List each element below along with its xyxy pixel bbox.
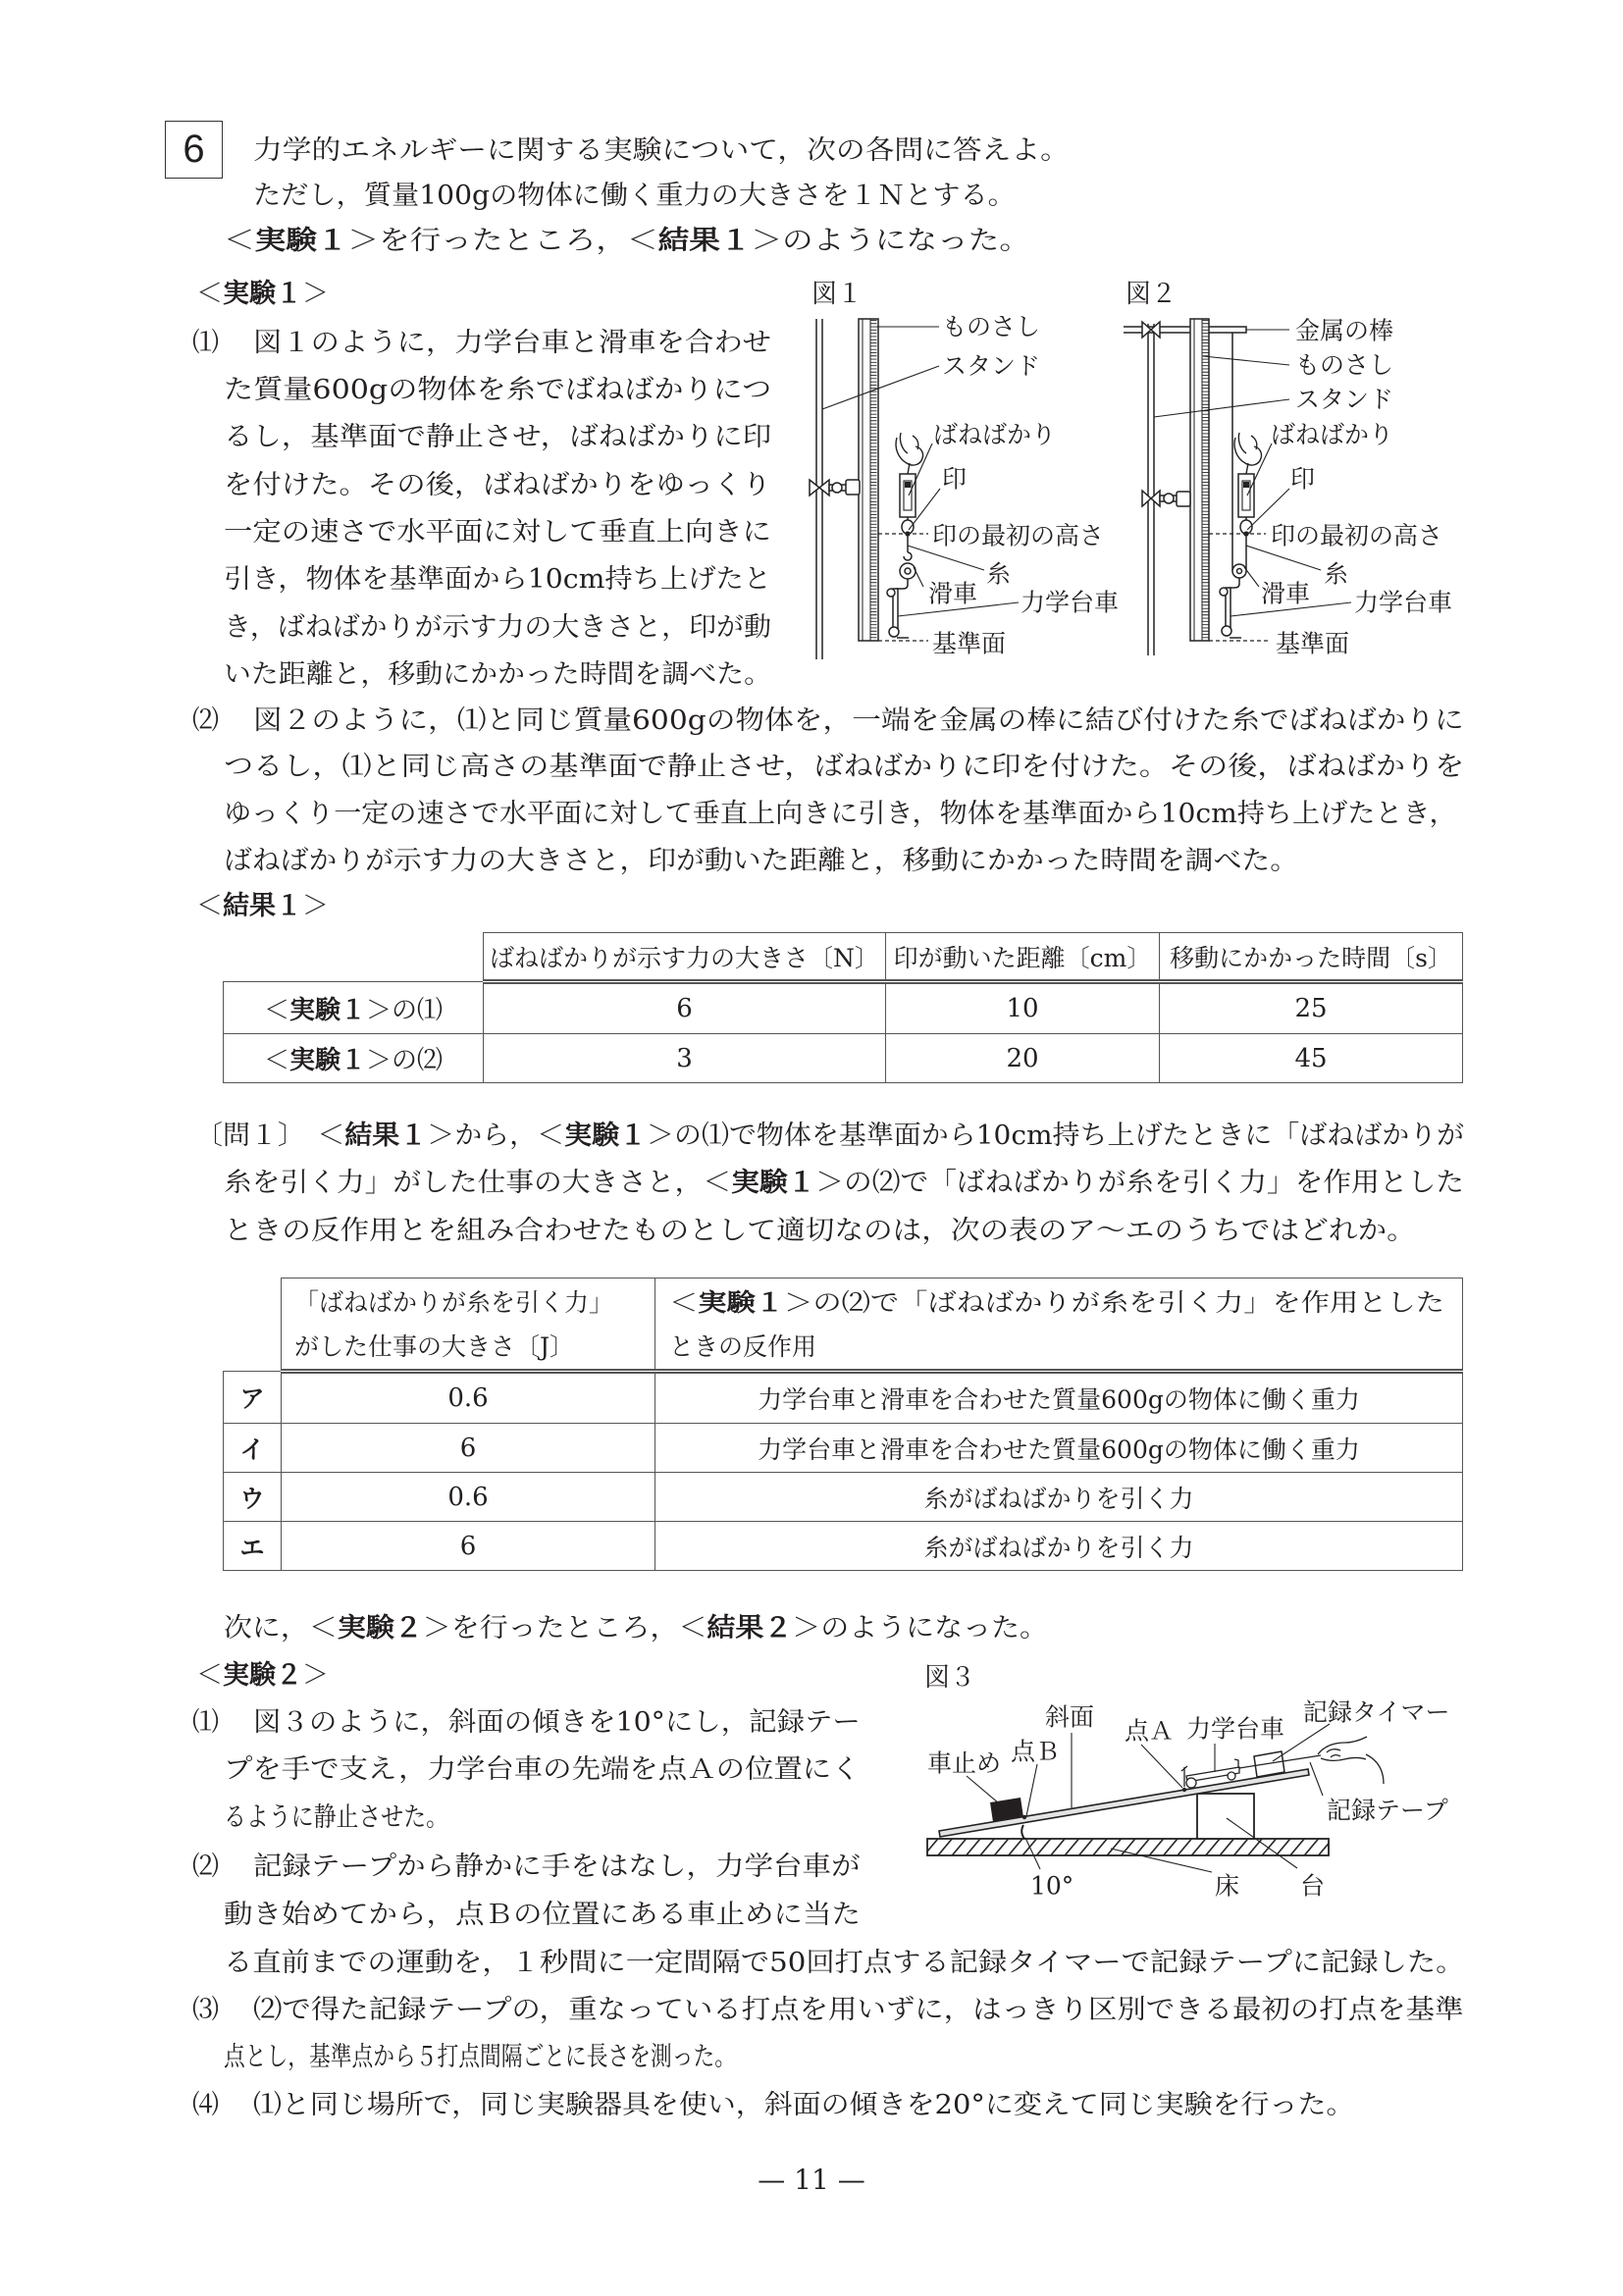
choice-work: 6	[282, 1424, 655, 1473]
label-recording-tape: 記録テープ	[1327, 1796, 1448, 1825]
label-point-b: 点Ｂ	[1011, 1737, 1061, 1766]
heading-text: 結果１	[223, 891, 302, 921]
hand-icon	[896, 433, 923, 474]
figure-2-title: 図２	[1126, 280, 1178, 309]
label-angle: 10°	[1030, 1871, 1074, 1901]
stand	[1148, 324, 1154, 655]
ruler	[1190, 319, 1209, 641]
choice-reaction	[655, 1473, 1463, 1522]
result-ref: 結果１	[344, 1121, 428, 1151]
cart-rear-post	[1234, 1759, 1238, 1768]
choice-reaction-text: 糸がばねばかりを引く力	[923, 1484, 1194, 1513]
column-header	[484, 933, 886, 982]
column-header	[886, 933, 1160, 982]
label-string: 糸	[1324, 559, 1349, 589]
text-segment: ＞を行ったところ，＜	[422, 1613, 707, 1644]
spring-scale-indicator	[905, 482, 911, 488]
leader-line	[1154, 399, 1289, 417]
figure-2	[1124, 280, 1452, 658]
header-line	[669, 1280, 1444, 1325]
experiment-1-step-2-line: つるし，⑴と同じ高さの基準面で静止させ，ばねばかりに印を付けた。その後，ばねばかりを	[224, 752, 1465, 782]
text-segment: ＜	[317, 1121, 345, 1151]
label-mark-initial-height: 印の最初の高さ	[1271, 521, 1443, 550]
text-segment: ＞の⑵で「ばねばかりが糸を引く力」を作用とした	[815, 1168, 1465, 1198]
result-1-heading	[196, 890, 329, 923]
figure-2-labels	[1261, 317, 1452, 658]
experiment-1-step-1-line: 図１のように，力学台車と滑車を合わせ	[253, 328, 771, 358]
experiment-1-step-1-line: 引き，物体を基準面から10cm持ち上げたと	[224, 564, 771, 595]
leader-line	[914, 567, 923, 587]
pulley	[900, 563, 916, 579]
intro-line: ただし，質量100gの物体に働く重力の大きさを１Ｎとする。	[253, 181, 1016, 211]
column-header	[1160, 933, 1463, 982]
label-ruler: ものさし	[1295, 350, 1394, 380]
text-segment: ＞のようになった。	[792, 1613, 1049, 1644]
label-metal-rod: 金属の棒	[1295, 316, 1394, 345]
result-ref: 結果２	[707, 1613, 793, 1644]
text-segment: ときの反作用とを組み合わせたものとして適切なのは，次の表のア～エのうちではどれか。	[224, 1216, 1416, 1246]
step-marker: ⑴	[192, 328, 219, 358]
cart-wheel	[887, 589, 895, 597]
experiment-1-step-1-line: を付けた。その後，ばねばかりをゆっくり	[224, 470, 771, 500]
rod-clamp	[1142, 322, 1160, 338]
text-segment: ＞を行ったところ，＜	[347, 226, 658, 256]
choice-key: ウ	[224, 1473, 282, 1522]
spring-scale-indicator	[1243, 482, 1249, 488]
figure-3-title: 図３	[924, 1663, 976, 1693]
cart	[1220, 588, 1241, 638]
text-segment: ＜	[263, 995, 289, 1025]
choice-reaction	[655, 1522, 1463, 1571]
label-ruler: ものさし	[942, 312, 1041, 341]
choice-reaction-text: 糸がばねばかりを引く力	[923, 1533, 1194, 1562]
cell-time: 45	[1160, 1034, 1463, 1083]
header-line-wrap	[669, 1280, 1462, 1325]
experiment-2-step-2-line: 記録テープから静かに手をはなし，力学台車が	[253, 1852, 861, 1882]
step-marker: ⑴	[192, 1707, 219, 1738]
bracket: ＜	[196, 891, 223, 921]
experiment-2-step-4-line: ⑴と同じ場所で，同じ実験器具を使い，斜面の傾きを20°に変えて同じ実験を行った。	[253, 2090, 1355, 2120]
leader-line	[1310, 1762, 1323, 1796]
pulley	[1232, 564, 1246, 578]
header-line: ときの反作用	[669, 1332, 817, 1361]
row-label-text	[264, 1040, 443, 1076]
text-segment: ＞の⑴で物体を基準面から10cm持ち上げたときに「ばねばかりが	[647, 1121, 1465, 1151]
experiment-ref: 実験１	[731, 1168, 816, 1198]
experiment-1-step-2-line: 図２のように，⑴と同じ質量600gの物体を，一端を金属の棒に結び付けた糸でばねばかりに	[253, 705, 1464, 736]
heading-text: 実験２	[223, 1660, 302, 1691]
heading-text: 実験１	[223, 279, 302, 309]
cell-force: 3	[484, 1034, 886, 1083]
hand-icon	[1234, 433, 1262, 474]
label-reference-plane: 基準面	[932, 629, 1007, 658]
bracket: ＞	[302, 1660, 329, 1691]
label-car-stop: 車止め	[927, 1748, 1002, 1778]
label-cart: 力学台車	[1021, 588, 1120, 617]
answer-choices-table	[223, 1278, 1463, 1571]
experiment-1-heading	[196, 278, 329, 311]
figure-1-title: 図１	[812, 280, 864, 309]
experiment-2-heading	[196, 1659, 329, 1693]
cart-wheel	[889, 627, 899, 637]
pulley-hook	[904, 552, 912, 560]
choice-work: 0.6	[282, 1372, 655, 1424]
step-marker: ⑷	[192, 2090, 219, 2120]
experiment-1-step-1-line: き，ばねばかりが示す力の大きさと，印が動	[224, 612, 771, 643]
experiment-1-step-2-line: ゆっくり一定の速さで水平面に対して垂直上向きに引き，物体を基準面から10cm持ち上げたとき，	[224, 799, 1457, 829]
label-cart: 力学台車	[1354, 588, 1453, 617]
experiment-2-step-1-line: 図３のように，斜面の傾きを10°にし，記録テー	[253, 1707, 861, 1738]
table-header-row	[224, 933, 1463, 982]
text-segment: ＜	[669, 1288, 699, 1317]
leader-line	[967, 1776, 999, 1803]
label-mark-initial-height: 印の最初の高さ	[932, 521, 1105, 550]
experiment-1-step-1-line: るし，基準面で静止させ，ばねばかりに印	[224, 422, 772, 452]
label-spring-scale: ばねばかり	[933, 420, 1057, 449]
experiment-ref: 実験１	[288, 995, 366, 1025]
text-segment: ＜	[224, 226, 255, 256]
page-number: — 11 —	[758, 2164, 865, 2196]
label-floor: 床	[1215, 1871, 1240, 1901]
step-marker: ⑵	[192, 705, 219, 736]
cart-wheel	[1186, 1778, 1196, 1788]
experiment-2-step-2-line: る直前までの運動を，１秒間に一定間隔で50回打点する記録タイマーで記録テープに記録した。	[224, 1948, 1465, 1978]
step-marker: ⑶	[192, 1995, 219, 2025]
lead-experiment-1	[224, 225, 1030, 258]
experiment-ref: 実験２	[337, 1613, 423, 1644]
label-mark: 印	[942, 464, 968, 494]
figure-3	[924, 1663, 1450, 1901]
step-marker: ⑵	[192, 1852, 219, 1882]
point-a-mark	[1182, 1788, 1186, 1792]
experiment-1-step-1-line: た質量600gの物体を糸でばねばかりにつ	[224, 375, 772, 405]
clamp-knob	[832, 483, 842, 493]
result-1-table	[223, 932, 1463, 1083]
experiment-ref: 実験１	[254, 226, 348, 256]
label-pulley: 滑車	[928, 579, 978, 608]
text-segment: ＞の⑵	[366, 1046, 444, 1075]
label-base: 台	[1300, 1871, 1326, 1901]
clamp-jaw	[1177, 492, 1190, 506]
cart-wheel	[1222, 626, 1231, 636]
cell-force: 6	[484, 982, 886, 1034]
leader-line	[822, 366, 939, 409]
cell-time: 25	[1160, 982, 1463, 1034]
label-point-a: 点Ａ	[1125, 1716, 1175, 1746]
choice-key: イ	[224, 1424, 282, 1473]
bracket: ＞	[302, 279, 329, 309]
choice-key: エ	[224, 1522, 282, 1571]
label-spring-scale: ばねばかり	[1271, 420, 1394, 449]
text-segment: 次に，＜	[224, 1613, 338, 1644]
header-line: がした仕事の大きさ〔J〕	[294, 1332, 575, 1361]
label-stand: スタンド	[1295, 385, 1394, 414]
bracket: ＜	[196, 1660, 223, 1691]
clamp-bowtie	[1142, 491, 1160, 506]
leader-line	[1247, 444, 1272, 496]
choice-row	[224, 1424, 1463, 1473]
question-1-line	[224, 1167, 1464, 1200]
intro-line: 力学的エネルギーに関する実験について，次の各問に答えよ。	[253, 135, 1070, 166]
table-corner-cell	[224, 933, 484, 982]
text-segment: ＜	[263, 1046, 289, 1075]
text-segment: 糸を引く力」がした仕事の大きさと，＜	[224, 1168, 732, 1198]
figure-1	[810, 280, 1119, 659]
pulley-wheel	[1232, 564, 1246, 578]
label-cart: 力学台車	[1186, 1714, 1285, 1744]
choice-reaction-text: 力学台車と滑車を合わせた質量600gの物体に働く重力	[758, 1385, 1360, 1414]
choice-row	[224, 1522, 1463, 1571]
leader-line	[1026, 1764, 1037, 1816]
row-label	[224, 1034, 484, 1083]
choice-key: ア	[224, 1372, 282, 1424]
label-recording-timer: 記録タイマー	[1303, 1697, 1450, 1727]
experiment-2-step-2-line: 動き始めてから，点Ｂの位置にある車止めに当た	[224, 1900, 862, 1930]
label-mark: 印	[1290, 464, 1316, 494]
figure-3-labels	[927, 1698, 1450, 1901]
label-reference-plane: 基準面	[1276, 629, 1350, 658]
experiment-ref: 実験１	[564, 1121, 648, 1151]
question-1-line	[224, 1215, 1416, 1248]
hand-icon	[1318, 1737, 1384, 1784]
pulley-link	[1229, 578, 1239, 588]
text-segment: ＞から，＜	[427, 1121, 565, 1151]
pulley-link	[896, 579, 908, 589]
choice-reaction-text: 力学台車と滑車を合わせた質量600gの物体に働く重力	[758, 1435, 1360, 1464]
clamp-knob	[1164, 494, 1174, 503]
row-label	[224, 982, 484, 1034]
label-slope: 斜面	[1045, 1702, 1095, 1732]
label-stand: スタンド	[942, 351, 1041, 381]
choice-work: 0.6	[282, 1473, 655, 1522]
column-header-reaction	[655, 1278, 1463, 1372]
header-line-wrap	[669, 1325, 1462, 1369]
choice-reaction	[655, 1424, 1463, 1473]
table-row	[224, 1034, 1463, 1083]
experiment-ref: 実験１	[698, 1288, 785, 1317]
cart-wheel	[1228, 1772, 1235, 1780]
leader-line	[1244, 567, 1259, 587]
cell-distance: 20	[886, 1034, 1160, 1083]
column-header-text: 移動にかかった時間〔s〕	[1170, 943, 1452, 972]
bracket: ＜	[196, 279, 223, 309]
cell-distance: 10	[886, 982, 1160, 1034]
leader-line	[1141, 1745, 1182, 1788]
cart	[887, 589, 909, 638]
choice-work: 6	[282, 1522, 655, 1571]
choice-row	[224, 1372, 1463, 1424]
clamp-jaw	[846, 480, 860, 495]
bracket: ＞	[302, 891, 329, 921]
text-segment: ＞のようになった。	[751, 226, 1030, 256]
column-header-work	[282, 1278, 655, 1372]
text-segment: ＞の⑴	[366, 995, 444, 1025]
experiment-2-step-1-line: るように静止させた。	[224, 1802, 448, 1833]
cart-wheel	[1220, 588, 1228, 596]
leader-line	[1203, 356, 1289, 365]
ruler	[859, 319, 878, 641]
figure-1-labels	[928, 313, 1119, 658]
table-header-row	[224, 1278, 1463, 1372]
header-line-wrap	[294, 1280, 654, 1325]
experiment-2-step-3-line: ⑵で得た記録テープの，重なっている打点を用いずに，はっきり区別できる最初の打点を基準	[253, 1995, 1464, 2025]
row-label-text	[264, 990, 443, 1026]
leader-line	[909, 444, 932, 496]
label-pulley: 滑車	[1261, 579, 1311, 608]
text-segment: ＞の⑵で「ばねばかりが糸を引く力」を作用とした	[784, 1288, 1445, 1317]
experiment-1-step-1-line: 一定の速さで水平面に対して垂直上向きに	[224, 517, 771, 548]
choice-reaction	[655, 1372, 1463, 1424]
point-b-mark	[1022, 1815, 1026, 1819]
choice-row	[224, 1473, 1463, 1522]
table-row	[224, 982, 1463, 1034]
stand-clamp	[1142, 491, 1190, 506]
angle-support	[1021, 1825, 1024, 1839]
experiment-1-step-1-line: いた距離と，移動にかかった時間を調べた。	[224, 659, 771, 690]
experiment-ref: 実験１	[288, 1046, 366, 1075]
label-string: 糸	[986, 559, 1012, 589]
experiment-2-step-1-line: プを手で支え，力学台車の先端を点Ａの位置にく	[224, 1754, 861, 1785]
table-corner-cell	[224, 1278, 282, 1372]
question-number-box: 6	[165, 121, 223, 179]
question-1-label: 〔問１〕	[195, 1121, 305, 1151]
recording-timer	[1254, 1751, 1284, 1777]
clamp-bowtie	[810, 480, 829, 496]
header-line: 「ばねばかりが糸を引く力」	[294, 1288, 614, 1317]
experiment-1-step-2-line: ばねばかりが示す力の大きさと，印が動いた距離と，移動にかかった時間を調べた。	[224, 846, 1299, 876]
pulley-wheel	[900, 563, 916, 579]
column-header-text: 印が動いた距離〔cm〕	[893, 943, 1152, 972]
header-line-wrap	[294, 1325, 654, 1369]
column-header-text: ばねばかりが示す力の大きさ〔N〕	[490, 943, 879, 972]
lead-experiment-2	[224, 1612, 1048, 1645]
question-1-line	[195, 1120, 1464, 1153]
experiment-2-step-3-line: 点とし，基準点から５打点間隔ごとに長さを測った。	[224, 2042, 737, 2072]
result-ref: 結果１	[657, 226, 752, 256]
